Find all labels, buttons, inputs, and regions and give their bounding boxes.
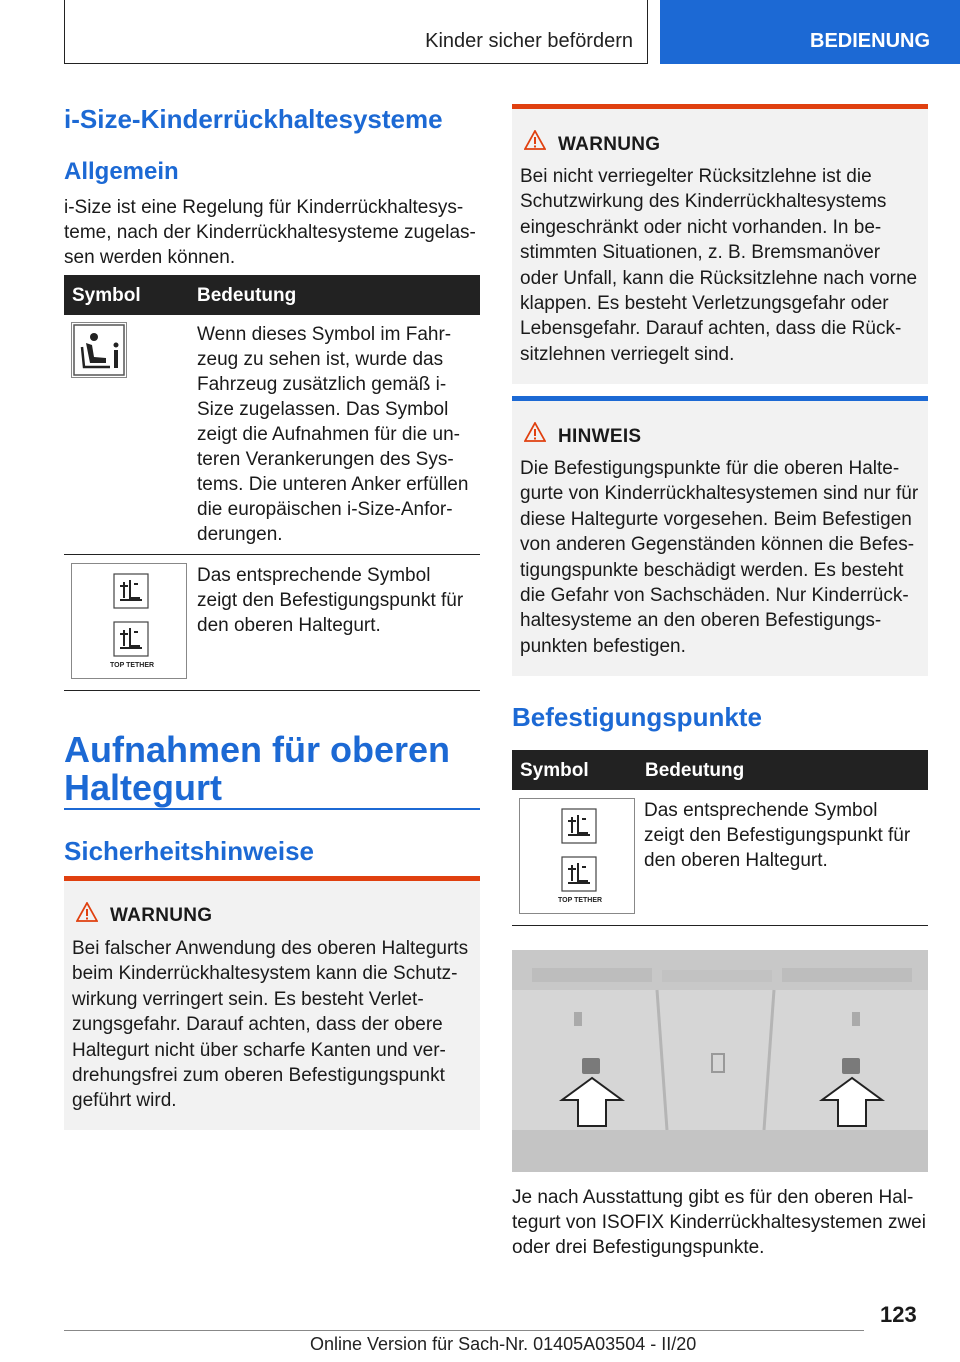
text-line: teme, nach der Kinderrückhaltesysteme zugelas- — [64, 222, 476, 243]
top-tether-label: TOP TETHER — [110, 662, 155, 669]
isize-row1-text — [197, 322, 468, 547]
header-section-title: Kinder sicher befördern — [425, 30, 633, 52]
text-line: Das entsprechende Symbol — [197, 565, 431, 586]
isize-symbol-icon — [71, 322, 127, 378]
col-bedeutung: Bedeutung — [645, 760, 745, 781]
text-line: gurte von Kinderrückhaltesystemen sind nur für — [520, 483, 919, 505]
text-line: die Gefahr von Sachschäden. Nur Kinderrück- — [520, 585, 909, 607]
aufnahmen-title — [64, 731, 450, 807]
title-line: Haltegurt — [64, 767, 223, 808]
anchor-points-photo — [512, 950, 928, 1172]
warning-text — [72, 936, 468, 1114]
text-line: i-Size ist eine Regelung für Kinderrückhaltesys- — [64, 197, 464, 218]
warning-icon — [524, 130, 546, 150]
hinweis-title: HINWEIS — [558, 426, 642, 447]
warning-box-left — [64, 876, 480, 1130]
text-line: Fahrzeug zusätzlich gemäß i- — [197, 374, 447, 395]
befestigung-table-header — [512, 750, 928, 790]
befestigung-row-text — [644, 798, 910, 873]
photo-caption — [512, 1185, 926, 1260]
text-line: Lebensgefahr. Darauf achten, dass die Rück- — [520, 318, 902, 340]
text-line: tegurt von ISOFIX Kinderrückhaltesystemen zwei — [512, 1212, 926, 1233]
warning-bar — [512, 104, 928, 109]
text-line: zeigt den Befestigungspunkt für — [197, 590, 464, 611]
text-line: sen werden können. — [64, 247, 236, 268]
hinweis-warning-icon — [524, 422, 546, 442]
footer-rule — [64, 1330, 864, 1331]
title-underline — [64, 808, 480, 810]
text-line: zeigt die Aufnahmen für die un- — [197, 424, 461, 445]
hinweis-box — [512, 396, 928, 676]
header-chapter-tab[interactable] — [660, 0, 960, 64]
text-line: haltesysteme an den oberen Befestigungs- — [520, 610, 882, 632]
top-tether-row-text — [197, 563, 463, 638]
text-line: klappen. Es besteht Verletzungsgefahr oder — [520, 293, 889, 315]
text-line: beim Kinderrückhaltesystem kann die Schutz- — [72, 963, 458, 985]
top-tether-symbol-icon — [71, 563, 187, 679]
text-line: die europäischen i-Size-Anfor- — [197, 499, 453, 520]
text-line: stimmten Situationen, z. B. Bremsmanöver — [520, 242, 881, 264]
col-bedeutung: Bedeutung — [197, 285, 297, 306]
sicherheit-heading: Sicherheitshinweise — [64, 836, 314, 866]
warning-title: WARNUNG — [110, 905, 213, 926]
allgemein-heading: Allgemein — [64, 158, 179, 185]
text-line: Das entsprechende Symbol — [644, 800, 878, 821]
table-bottom-line — [64, 690, 480, 691]
text-line: den oberen Haltegurt. — [644, 850, 828, 871]
text-line: Bei falscher Anwendung des oberen Haltegurts — [72, 938, 469, 959]
text-line: Die Befestigungspunkte für die oberen Halte- — [520, 458, 900, 479]
text-line: tems. Die unteren Anker erfüllen — [197, 474, 469, 495]
header-chapter-label: BEDIENUNG — [810, 30, 931, 52]
text-line: wirkung verringert sein. Es besteht Verlet- — [72, 988, 424, 1010]
text-line: punkten befestigen. — [520, 635, 686, 657]
befestigung-heading: Befestigungspunkte — [512, 702, 762, 732]
text-line: Schutzwirkung des Kinderrückhaltesystems — [520, 191, 887, 213]
header-section-box — [64, 0, 648, 64]
top-tether-symbol-icon — [519, 798, 635, 914]
text-line: teren Verankerungen des Sys- — [197, 449, 454, 470]
text-line: oder drei Befestigungspunkte. — [512, 1237, 765, 1258]
warning-icon — [76, 902, 98, 922]
footer-online-version[interactable]: Online Version für Sach-Nr. 01405A03504 - II/20 — [310, 1334, 697, 1354]
text-line: oder Unfall, kann die Rücksitzlehne nach vorne — [520, 267, 918, 289]
text-line: drehungsfrei zum oberen Befestigungspunkt — [72, 1065, 445, 1087]
text-line: Size zugelassen. Das Symbol — [197, 399, 449, 420]
allgemein-paragraph — [64, 195, 476, 270]
text-line: Je nach Ausstattung gibt es für den oberen Hal- — [512, 1187, 914, 1208]
warning-box-right — [512, 104, 928, 384]
top-tether-label: TOP TETHER — [558, 897, 603, 904]
hinweis-text — [520, 456, 918, 659]
title-line: Aufnahmen für oberen — [64, 729, 451, 770]
text-line: Bei nicht verriegelter Rücksitzlehne ist die — [520, 166, 872, 187]
text-line: zeigt den Befestigungspunkt für — [644, 825, 911, 846]
hinweis-bar — [512, 396, 928, 401]
text-line: Haltegurt nicht über scharfe Kanten und ver- — [72, 1039, 446, 1061]
text-line: diese Haltegurte vorgesehen. Beim Befestigen — [520, 508, 912, 530]
text-line: zungsgefahr. Darauf achten, dass der obere — [72, 1014, 443, 1036]
page-title: i-Size-Kinderrückhaltesysteme — [64, 104, 443, 134]
text-line: geführt wird. — [72, 1090, 177, 1112]
text-line: zeug zu sehen ist, wurde das — [197, 349, 444, 370]
isize-table-header — [64, 275, 480, 315]
table-bottom-line — [512, 925, 928, 926]
text-line: Wenn dieses Symbol im Fahr- — [197, 324, 452, 345]
text-line: den oberen Haltegurt. — [197, 615, 381, 636]
col-symbol: Symbol — [72, 285, 141, 306]
table-divider — [64, 554, 480, 555]
text-line: derungen. — [197, 524, 283, 545]
text-line: eingeschränkt oder nicht vorhanden. In be- — [520, 216, 882, 238]
warning-bar — [64, 876, 480, 881]
text-line: sitzlehnen verriegelt sind. — [520, 343, 735, 365]
page-number: 123 — [880, 1302, 917, 1327]
text-line: tigungspunkte beschädigt werden. Es besteht — [520, 559, 904, 581]
warning-title: WARNUNG — [558, 134, 661, 155]
warning-text — [520, 164, 917, 367]
col-symbol: Symbol — [520, 760, 589, 781]
text-line: von anderen Gegenständen können die Befes- — [520, 534, 915, 556]
